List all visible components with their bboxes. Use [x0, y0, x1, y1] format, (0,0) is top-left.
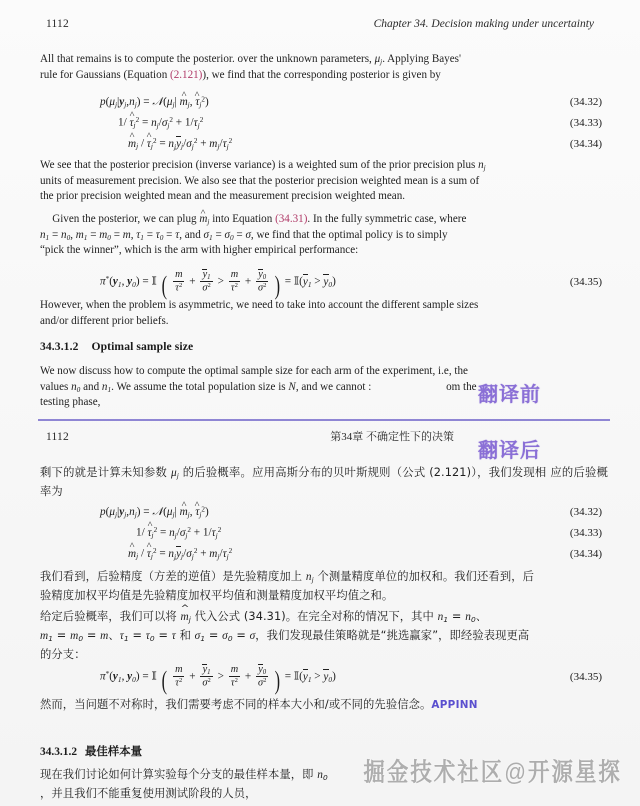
original-equation-34-32: $p(\mu_j|y_j,n_j)$ = $𝒩(\mu_j|$ ^ $m_j$, ^ $\tau_j^2$) (34.32)	[40, 95, 602, 109]
equation-tag: (34.33)	[569, 526, 602, 539]
original-paragraph-5: We now discuss how to compute the optimal sample size for each arm of the experiment, i.e, the values $n_0$ and $n_1$. We assume the total population size is N, and we cannot : om the testing phase,	[40, 365, 477, 409]
translated-section-number: 34.3.1.2	[40, 746, 78, 758]
original-paragraph-1-tail: . Applying Bayes'	[382, 53, 461, 65]
equation-tag: (34.32)	[569, 506, 602, 519]
original-chapter-title: Chapter 34. Decision making under uncertainty	[373, 18, 594, 30]
original-folio: 1112	[46, 18, 69, 30]
translated-equation-34-35: $\pi^*(y_1$, $y_0$) = 𝕀 ( $\frac{m}{\tau^2}$ + $\frac{y_1}{\sigma^2}$ > $\frac{m}{\tau^2}$ + $\frac{y_0}{\sigma^2}$ ) = $𝕀(y_1 > y_0)$ (34.35)	[100, 664, 602, 695]
original-paragraph-3-line1c: . In the fully symmetric case, where	[307, 213, 467, 225]
original-paragraph-2-line1: We see that the posterior precision (inverse variance) is a weighted sum of the prior precision plus	[40, 159, 476, 171]
translated-paragraph-3d: 、	[475, 610, 488, 623]
original-equation-34-33: 1/ ^ $\tau_j^2 = n_j/\sigma_j^2 + 1/\tau_j^2$ (34.33)	[40, 116, 602, 130]
original-paragraph-3-line1b: into Equation	[212, 213, 273, 225]
original-paragraph-4-line1: However, when the problem is asymmetric, we need to take into account the different sample sizes	[40, 299, 479, 311]
translated-equation-ref-34-31[interactable]: (34.31)	[243, 610, 286, 623]
translated-paragraph-1a: 剩下的就是计算未知参数	[40, 466, 168, 479]
translated-paragraph-4a: 然而，当问题不对称时，我们需要考虑不同的样本大小和/或不同的先验信念。	[40, 698, 432, 711]
original-paragraph-5-line2c: , and we cannot :	[295, 380, 372, 393]
equation-tag: (34.34)	[569, 547, 602, 560]
original-paragraph-1-line2b: ), we find that the corresponding posterior is given by	[202, 68, 441, 81]
community-watermark	[363, 753, 621, 788]
equation-ref-34-31[interactable]: (34.31)	[275, 213, 308, 225]
original-paragraph-3-line2b: , we find that the optimal policy is to simply	[250, 228, 448, 241]
translated-folio: 1112	[46, 431, 69, 443]
original-equation-34-35: $\pi^*(y_1$, $y_0$) = 𝕀 ( $\frac{m}{\tau^2}$ + $\frac{y_1}{\sigma^2}$ > $\frac{m}{\tau^2}$ + $\frac{y_0}{\sigma^2}$ ) = $𝕀(y_1 > y_0)$ (34.35)	[100, 269, 602, 300]
translated-paragraph-5a: 现在我们讨论如何计算实验每个分支的最佳样本量，即	[40, 768, 314, 781]
equation-tag: (34.34)	[569, 137, 602, 150]
translated-equation-34-33: 1/ ^ $\tau_j^2 = n_j/\sigma_j^2 + 1/\tau_j^2$ (34.33)	[40, 526, 602, 540]
original-paragraph-2: We see that the posterior precision (inverse variance) is a weighted sum of the prior precision plus $n_j$ units of measurement precision. We also see that the posterior precision weighted mean is a sum of the prior precision weighted mean and the measurement precision weighted mean.	[40, 159, 486, 203]
watermark-author: 开源星探	[528, 758, 622, 787]
original-paragraph-1-line2a: rule for Gaussians (Equation	[40, 68, 168, 81]
original-paragraph-1-text: All that remains is to compute the posterior. over the unknown parameters,	[40, 53, 372, 65]
original-running-head	[0, 18, 640, 30]
original-paragraph-4-line2: and/or different prior beliefs.	[40, 314, 169, 327]
translated-paragraph-3a: 给定后验概率，我们可以将	[40, 610, 177, 623]
translated-equation-ref-2-121[interactable]: (2.121)	[429, 466, 472, 479]
translated-paragraph-3: 给定后验概率，我们可以将 ^ $m_j$ 代入公式 (34.31)。在完全对称的情况下，其中 $n_1 = n_0$、 $m_1 = m_0 = m$、$\tau_1 = \tau_0 = \tau$ 和 $\sigma_1 = \sigma_0 = \sigma$，我们发现最佳策略就是“挑选赢家”，即经验表现更高 的分支：	[40, 608, 608, 664]
section-divider	[38, 419, 610, 421]
translated-paragraph-2c: 验精度加权平均值是先验精度加权平均值和测量精度加权平均值之和。	[40, 588, 394, 602]
translated-paragraph-3c: 。在完全对称的情况下，其中	[285, 610, 434, 623]
original-section-title: Optimal sample size	[91, 340, 194, 353]
translated-paragraph-1b: 的后验概率。应用高斯分布的贝叶斯规则（公式	[182, 466, 426, 479]
translated-section-heading	[40, 743, 142, 759]
watermark-community: 掘金技术社区	[363, 758, 505, 787]
original-paragraph-1: All that remains is to compute the posterior. over the unknown parameters, $\mu_j$. Applying Bayes' rule for Gaussians (Equation (2.121)), we find that the corresponding posterior is given by	[40, 53, 461, 81]
translated-paragraph-3f: ，我们发现最佳策略就是“挑选赢家”，即经验表现更高	[255, 628, 530, 642]
equation-tag: (34.35)	[569, 671, 602, 684]
original-section-heading	[40, 340, 193, 353]
translated-running-head	[0, 428, 640, 444]
appinn-watermark-text: APPINN	[431, 699, 478, 711]
original-paragraph-3-line1a: Given the posterior, we can plug	[52, 213, 197, 225]
equation-ref-2-121[interactable]: (2.121)	[170, 68, 203, 81]
translated-equation-34-34: ^ $m_j$ / ^ $\tau_j^2 = n_jy_j/\sigma_j^2 + m_j/\tau_j^2$ (34.34)	[40, 547, 602, 561]
translated-paragraph-3g: 的分支：	[40, 647, 86, 661]
translated-chapter-title: 第34章 不确定性下的决策	[330, 431, 454, 443]
equation-tag: (34.35)	[569, 276, 602, 289]
translated-section-title: 最佳样本量	[85, 744, 142, 758]
translated-paragraph-3b: 代入公式	[194, 610, 241, 623]
equation-tag: (34.32)	[569, 96, 602, 109]
original-paragraph-4	[40, 298, 602, 329]
before-translation-badge: 翻译前	[478, 382, 541, 406]
original-paragraph-3: Given the posterior, we can plug ^ $m_j$ into Equation (34.31). In the fully symmetric case, where $n_1 = n_0$, $m_1 = m_0 = m$, $\tau_1 = \tau_0 = \tau$, and $\sigma_1 = \sigma_0 = \sigma$, we find that the optimal policy is to simply “pick the winner”, which is the arm with higher empirical performance:	[40, 212, 602, 259]
translated-paragraph-2a: 我们看到，后验精度（方差的逆值）是先验精度加上	[40, 570, 303, 583]
translated-paragraph-5: 现在我们讨论如何计算实验每个分支的最佳样本量，即 $n_0$ ，并且我们不能重复使用测试阶段的人员，	[40, 768, 328, 800]
translated-paragraph-4	[40, 696, 608, 714]
translated-paragraph-5b: ，并且我们不能重复使用测试阶段的人员，	[40, 786, 257, 800]
translated-paragraph-1d: 应的后验概率为	[40, 466, 608, 498]
original-paragraph-5-line2d: om the	[446, 380, 477, 393]
original-paragraph-5-line2a: values	[40, 380, 69, 393]
original-paragraph-3-line3: “pick the winner”, which is the arm with higher empirical performance:	[40, 244, 359, 257]
translated-paragraph-2b: 个测量精度单位的加权和。我们还看到，后	[317, 570, 535, 583]
original-paragraph-2-line3: the prior precision weighted mean and the measurement precision weighted mean.	[40, 190, 406, 203]
original-section-number: 34.3.1.2	[40, 340, 79, 353]
equation-tag: (34.33)	[569, 116, 602, 129]
translated-equation-34-32: $p(\mu_j|y_j,n_j)$ = $𝒩(\mu_j|$ ^ $m_j$, ^ $\tau_j^2$) (34.32)	[40, 505, 602, 519]
translated-paragraph-2: 我们看到，后验精度（方差的逆值）是先验精度加上 $n_j$ 个测量精度单位的加权和。我们还看到，后 验精度加权平均值是先验精度加权平均值和测量精度加权平均值之和。	[40, 570, 535, 602]
translated-paragraph-1: 剩下的就是计算未知参数 $\mu_j$ 的后验概率。应用高斯分布的贝叶斯规则（公式 (2.121)），我们发现相 应的后验概率为	[40, 466, 608, 498]
original-paragraph-2-line2: units of measurement precision. We also see that the posterior precision weighted mean is a sum of	[40, 174, 480, 187]
translated-paragraph-3e: 和	[179, 628, 191, 642]
original-paragraph-5-line3: testing phase,	[40, 396, 101, 409]
original-equation-34-34: ^ $m_j$ / ^ $\tau_j^2 = n_jy_j/\sigma_j^2 + m_j/\tau_j^2$ (34.34)	[40, 137, 602, 151]
after-translation-badge: 翻译后	[478, 438, 541, 462]
original-paragraph-5-line1: We now discuss how to compute the optimal sample size for each arm of the experiment, i.e, the	[40, 365, 468, 377]
original-paragraph-5-line2b: . We assume the total population size is	[111, 380, 286, 393]
watermark-at-sign: @	[504, 759, 529, 787]
translated-paragraph-1c: ），我们发现相	[471, 466, 547, 479]
